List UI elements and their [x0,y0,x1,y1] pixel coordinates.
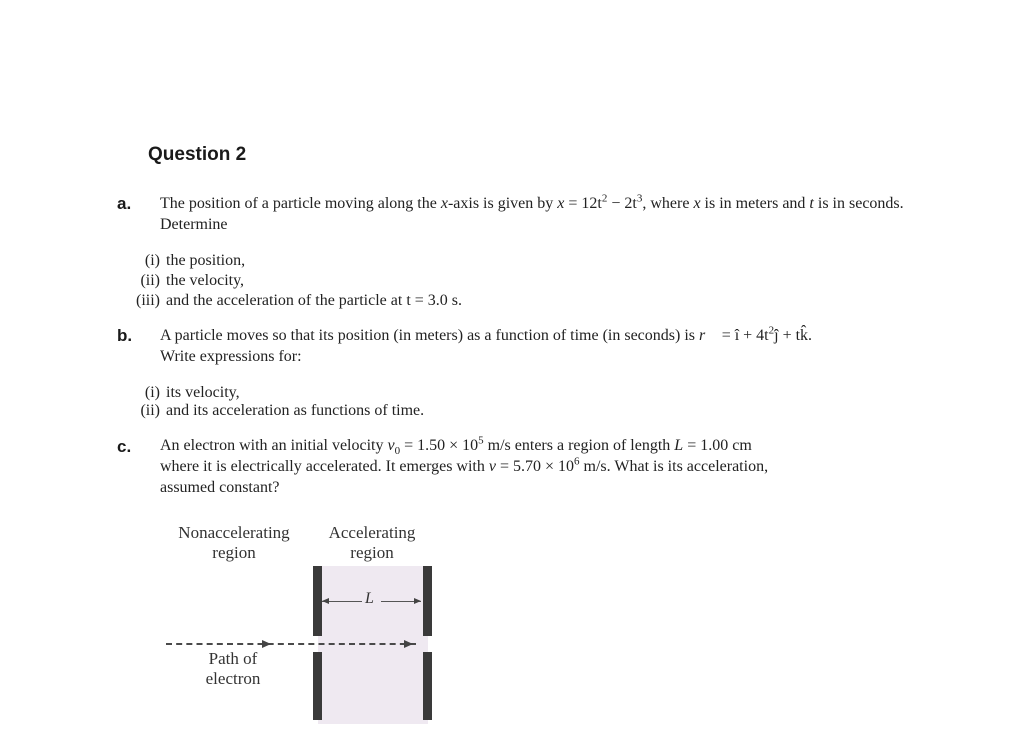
part-b-item-1-num: (i) [144,384,160,401]
part-a-item-3-text: and the acceleration of the particle at t = 3.0 s. [166,292,463,309]
part-b-intro-2: Write expressions for: [160,348,302,365]
part-c-line2-b: = 5.70 × 10 [495,458,575,475]
part-a-item-2 [126,271,244,291]
part-c-v-exp: 6 [574,455,580,468]
right-plate-lower [423,652,432,720]
length-arrowhead-left [322,598,329,604]
part-b-item-1-text: its velocity, [166,384,240,401]
part-a-item-2-text: the velocity, [166,272,245,289]
path-arrow-2 [404,640,413,648]
part-c-line2-a: where it is electrically accelerated. It emerges with [160,458,489,475]
part-a-t-var: t [809,195,814,212]
part-a-label: a. [117,194,132,213]
part-c-v0: v [387,437,395,454]
part-a-intro-4: is in meters and [700,195,810,212]
part-c-line1-d: = 1.00 cm [683,437,752,454]
left-plate-upper [313,566,322,636]
part-b-text [160,325,930,367]
part-a-x-axis-var: x [440,195,448,212]
length-label: L [365,590,374,607]
part-a-eq-term1-exp: 2 [601,192,608,205]
right-plate-upper [423,566,432,636]
part-c-line1-c: m/s enters a region of length [483,437,675,454]
part-b-item-1 [126,383,240,403]
part-a-eq-sign: = [564,195,582,212]
part-a-text [160,193,930,235]
part-c-text [160,435,930,498]
part-b-item-2-text: and its acceleration as functions of time. [166,402,425,419]
left-plate-lower [313,652,322,720]
accelerating-label-line-1: Accelerating [328,523,416,542]
part-a-eq-term2: 2t [624,195,637,212]
part-a-item-1-text: the position, [166,252,246,269]
nonaccelerating-label-line-1: Nonaccelerating [178,523,290,542]
part-a-intro-2: -axis is given by [447,195,558,212]
path-label-line-2: electron [205,669,261,688]
part-c-line2-c: m/s. What is its acceleration, [579,458,769,475]
part-a-eq-minus: − [607,195,625,212]
part-c-v0-exp: 5 [478,434,484,447]
part-b-equation: = î + 4t [717,327,769,344]
part-b-equation-rest: ĵ + tk̂. [774,327,813,344]
part-a-item-1-num: (i) [144,252,160,269]
part-c-L-var: L [674,437,684,454]
length-arrowhead-right [414,598,421,604]
accelerating-region-label [312,523,432,563]
part-a-eq-term1: 12t [581,195,602,212]
part-c-v0-sub: 0 [394,445,401,458]
part-b-item-2-num: (ii) [140,402,160,419]
part-b-intro-1: A particle moves so that its position (in meters) as a function of time (in seconds) is [160,327,700,344]
nonaccelerating-label-line-2: region [212,543,256,562]
part-a-item-3 [126,291,462,311]
part-c-line3: assumed constant? [160,479,280,496]
part-b-r-vec: r⃗ [699,327,718,344]
part-a-item-2-num: (ii) [140,272,160,289]
part-a-intro-5: is in seconds. Determine [160,195,904,233]
part-a-item-3-num: (iii) [136,292,160,309]
path-label-line-1: Path of [208,649,258,668]
part-c-v-var: v [488,458,496,475]
part-c-label: c. [117,437,132,456]
part-a-eq-lhs: x [557,195,565,212]
nonaccelerating-region-label [160,523,308,563]
part-b-item-2 [126,401,424,421]
part-b-label: b. [117,326,133,345]
path-of-electron-label [190,649,276,689]
question-title: Question 2 [148,144,247,165]
part-c-line1-b: = 1.50 × 10 [400,437,479,454]
part-a-eq-term2-exp: 3 [636,192,643,205]
part-a-item-1 [126,251,245,271]
part-a-intro-1: The position of a particle moving along the [160,195,441,212]
part-c-line1-a: An electron with an initial velocity [160,437,388,454]
part-a-x-var: x [693,195,701,212]
part-b-eq-exp: 2 [768,324,775,337]
electron-path [166,643,416,645]
part-a-intro-3: , where [642,195,694,212]
path-arrow-1 [262,640,271,648]
accelerating-label-line-2: region [350,543,394,562]
